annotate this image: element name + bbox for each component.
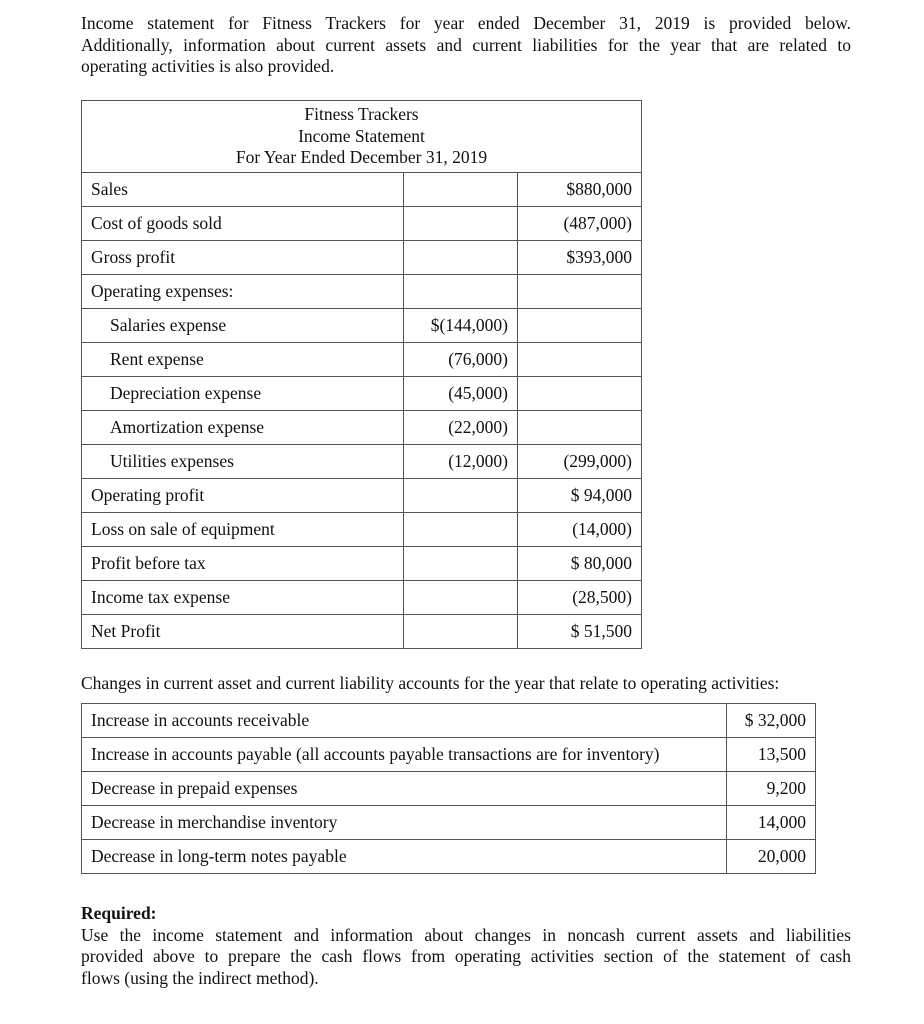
row-total-amount	[518, 343, 642, 377]
change-value: 20,000	[727, 840, 816, 874]
changes-title: Changes in current asset and current liability accounts for the year that relate to operating activities:	[81, 673, 780, 693]
row-total-amount: (299,000)	[518, 445, 642, 479]
intro-line-1: Income statement for Fitness Trackers for year ended December 31, 2019 is provided below.	[81, 13, 851, 33]
changes-table	[81, 703, 816, 874]
income-statement-row	[82, 275, 642, 309]
row-total-amount	[518, 411, 642, 445]
change-value: 9,200	[727, 772, 816, 806]
income-statement-row	[82, 445, 642, 479]
row-label: Amortization expense	[82, 411, 404, 445]
row-total-amount: (487,000)	[518, 207, 642, 241]
change-label: Increase in accounts receivable	[82, 704, 727, 738]
income-statement-header	[82, 101, 642, 173]
change-value: 14,000	[727, 806, 816, 840]
statement-name: Income Statement	[298, 125, 425, 146]
row-total-amount: $ 51,500	[518, 615, 642, 649]
changes-body	[82, 704, 816, 874]
row-expense-amount	[404, 207, 518, 241]
income-statement-row	[82, 547, 642, 581]
income-statement-row	[82, 309, 642, 343]
row-label: Operating profit	[82, 479, 404, 513]
income-statement-body	[82, 173, 642, 649]
row-label: Income tax expense	[82, 581, 404, 615]
change-value: 13,500	[727, 738, 816, 772]
income-statement-row	[82, 479, 642, 513]
income-statement-row	[82, 411, 642, 445]
changes-row	[82, 840, 816, 874]
row-expense-amount: (45,000)	[404, 377, 518, 411]
row-total-amount: $ 80,000	[518, 547, 642, 581]
required-line-2: provided above to prepare the cash flows from operating activities section of the statement of cash	[81, 946, 851, 966]
change-label: Decrease in prepaid expenses	[82, 772, 727, 806]
required-heading: Required:	[81, 903, 157, 923]
row-expense-amount: (12,000)	[404, 445, 518, 479]
change-label: Increase in accounts payable (all accounts payable transactions are for inventory)	[82, 738, 727, 772]
row-total-amount	[518, 309, 642, 343]
row-expense-amount: $(144,000)	[404, 309, 518, 343]
row-label: Cost of goods sold	[82, 207, 404, 241]
row-label: Gross profit	[82, 241, 404, 275]
row-label: Net Profit	[82, 615, 404, 649]
changes-row	[82, 806, 816, 840]
intro-line-3: operating activities is also provided.	[81, 56, 335, 76]
row-total-amount	[518, 377, 642, 411]
intro-line-2: Additionally, information about current assets and current liabilities for the year that are related to	[81, 34, 851, 55]
statement-period: For Year Ended December 31, 2019	[235, 147, 488, 167]
income-statement-table	[81, 100, 642, 649]
change-value: $ 32,000	[727, 704, 816, 738]
row-label: Profit before tax	[82, 547, 404, 581]
income-statement-row	[82, 343, 642, 377]
row-expense-amount	[404, 547, 518, 581]
change-label: Decrease in merchandise inventory	[82, 806, 727, 840]
income-statement-row	[82, 207, 642, 241]
row-total-amount: $ 94,000	[518, 479, 642, 513]
company-name: Fitness Trackers	[304, 104, 419, 124]
row-expense-amount	[404, 479, 518, 513]
income-statement-row	[82, 241, 642, 275]
income-statement-row	[82, 377, 642, 411]
row-expense-amount: (22,000)	[404, 411, 518, 445]
row-label: Depreciation expense	[82, 377, 404, 411]
row-expense-amount: (76,000)	[404, 343, 518, 377]
row-label: Salaries expense	[82, 309, 404, 343]
row-expense-amount	[404, 581, 518, 615]
row-label: Operating expenses:	[82, 275, 404, 309]
income-statement-row	[82, 513, 642, 547]
income-statement-row	[82, 581, 642, 615]
row-expense-amount	[404, 173, 518, 207]
row-expense-amount	[404, 513, 518, 547]
changes-row	[82, 772, 816, 806]
row-total-amount: $393,000	[518, 241, 642, 275]
required-section	[81, 903, 851, 989]
row-label: Loss on sale of equipment	[82, 513, 404, 547]
row-total-amount	[518, 275, 642, 309]
row-expense-amount	[404, 241, 518, 275]
row-label: Utilities expenses	[82, 445, 404, 479]
changes-row	[82, 704, 816, 738]
required-line-3: flows (using the indirect method).	[81, 967, 319, 988]
income-statement-row	[82, 173, 642, 207]
intro-paragraph	[81, 13, 851, 78]
income-statement-row	[82, 615, 642, 649]
changes-row	[82, 738, 816, 772]
row-total-amount: (14,000)	[518, 513, 642, 547]
required-line-1: Use the income statement and information about changes in noncash current assets and liabilities	[81, 924, 851, 945]
row-total-amount: $880,000	[518, 173, 642, 207]
row-expense-amount	[404, 615, 518, 649]
change-label: Decrease in long-term notes payable	[82, 840, 727, 874]
row-label: Rent expense	[82, 343, 404, 377]
row-label: Sales	[82, 173, 404, 207]
row-expense-amount	[404, 275, 518, 309]
row-total-amount: (28,500)	[518, 581, 642, 615]
